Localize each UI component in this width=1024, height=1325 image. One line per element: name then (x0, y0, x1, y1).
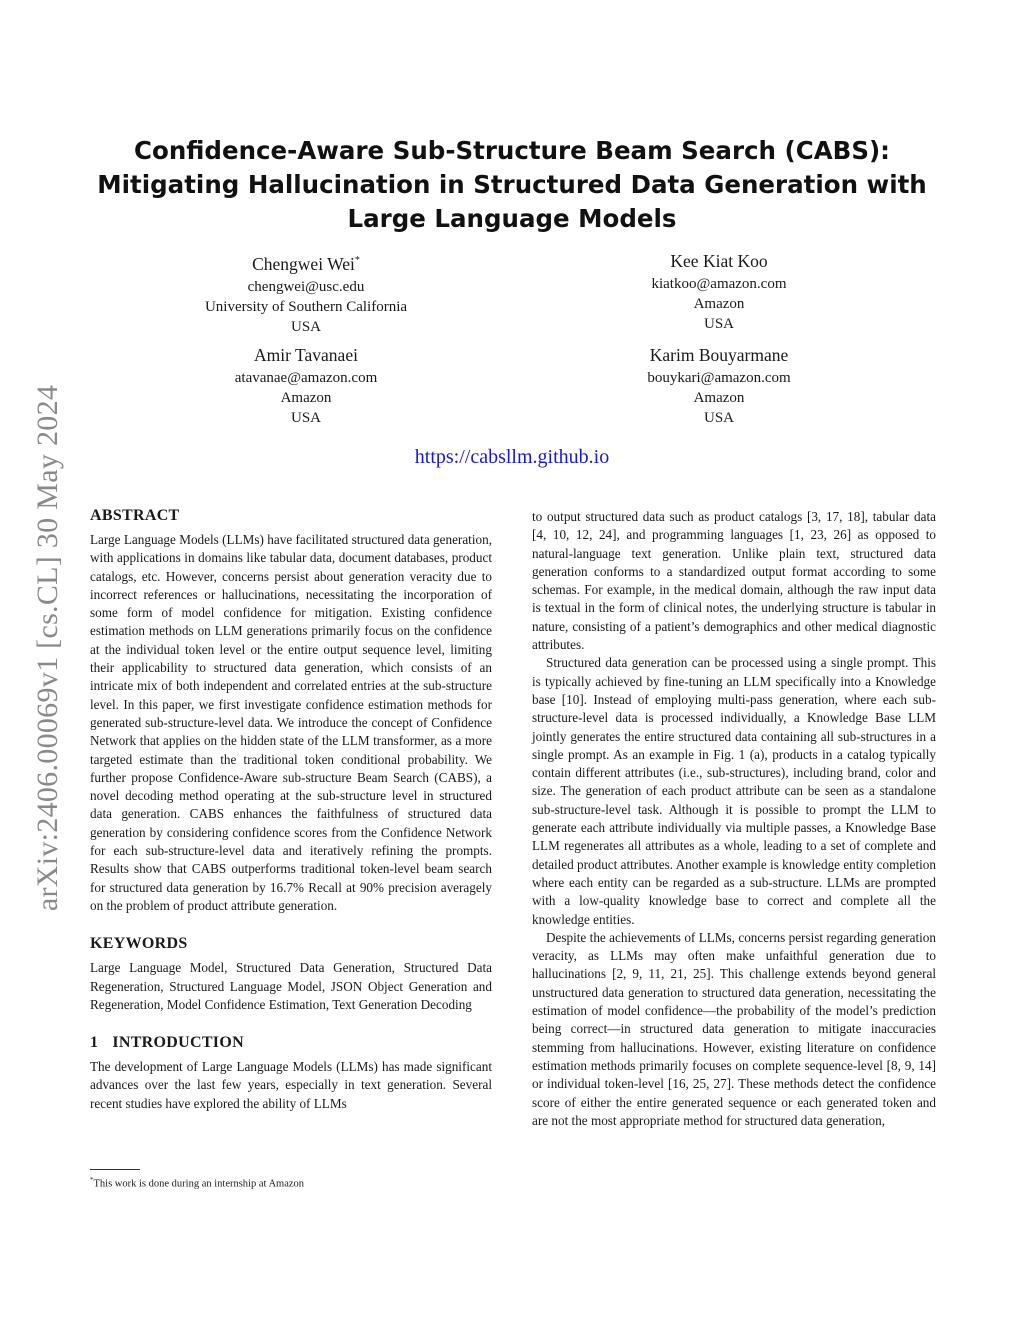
author-name: Karim Bouyarmane (649, 345, 789, 365)
author-email[interactable]: chengwei@usc.edu (247, 278, 365, 295)
title-line-3: Large Language Models (347, 204, 677, 233)
introduction-heading (90, 1032, 492, 1054)
author-affiliation: University of Southern California (204, 298, 408, 315)
author-country: USA (703, 410, 734, 426)
author-block-karim-bouyarmane (559, 343, 879, 428)
title-line-1: Confidence-Aware Sub-Structure Beam Search (CABS): (134, 136, 890, 165)
author-block-kee-kiat-koo (559, 249, 879, 334)
introduction-paragraph-1-start: The development of Large Language Models (LLMs) has made significant advances over the last few years, especially in text generation. Several recent studies have explored the ability of LLMs (90, 1059, 492, 1111)
introduction-paragraph-1-continued: to output structured data such as product catalogs [3, 17, 18], tabular data [4, 10, 12, 24], and programming languages [1, 23, 26] as opposed to natural-language text generation. Unlike plain text, structured data generation conforms to a standardized output format according to some schemas. For example, in the medical domain, although the raw input data is textual in the form of clinical notes, the underlying structure is tabular in nature, consisting of a patient’s demographics and other medical diagnostic attributes. (532, 509, 936, 653)
keywords-heading: KEYWORDS (90, 935, 188, 953)
author-affiliation: Amazon (693, 390, 745, 406)
author-name: Amir Tavanaei (254, 345, 358, 365)
arxiv-identifier: arXiv:2406.00069v1 [cs.CL] 30 May 2024 (31, 384, 64, 912)
author-email[interactable]: bouykari@amazon.com (647, 370, 791, 386)
introduction-paragraph-2: Structured data generation can be processed using a single prompt. This is typically achieved by fine-tuning an LLM specifically into a Knowledge base [10]. Instead of employing multi-pass generation, where each sub-structure-level data is processed individually, a Knowledge Base LLM jointly generates the entire structured data containing all sub-structures in a single prompt. As an example in Fig. 1 (a), products in a catalog typically contain different attributes (i.e., sub-structures), including brand, color and size. The generation of each product attribute can be seen as a standalone sub-structure-level task. Although it is possible to prompt the LLM to generate each attribute individually via multiple passes, a Knowledge Base LLM regenerates all attributes as a whole, leading to a set of complete and detailed product attributes. Another example is knowledge entity completion where each entity can be regarded as a sub-structure. LLMs are prompted with a low-quality knowledge base to correct and complete all the knowledge entities. (532, 655, 936, 927)
author-country: USA (290, 318, 321, 335)
author-block-chengwei-wei (146, 249, 466, 337)
footnote-marker: * (354, 255, 360, 266)
right-column (532, 508, 936, 1130)
abstract-heading: ABSTRACT (90, 507, 180, 524)
introduction-paragraph-3: Despite the achievements of LLMs, concerns persist regarding generation veracity, as LLMs may often make unfaithful generation due to hallucinations [2, 9, 11, 21, 25]. This challenge extends beyond general unstructured data generation to structured data generation, necessitating the estimation of model confidence—the probability of the model’s prediction being correct—in structured data generation to mitigate inaccuracies stemming from hallucinations. However, existing literature on confidence estimation methods primarily focuses on complete sequence-level [8, 9, 14] or individual token-level [16, 25, 27]. These methods detect the confidence score of either the entire generated sequence or each generated token and are not the most appropriate method for structured data generation, (532, 929, 936, 1128)
project-url-link[interactable]: https://cabsllm.github.io (414, 446, 610, 468)
author-country: USA (703, 316, 734, 332)
title-line-2: Mitigating Hallucination in Structured Data Generation with (97, 170, 927, 199)
author-name: Kee Kiat Koo (670, 251, 768, 271)
author-affiliation: Amazon (693, 296, 745, 312)
footnote-marker: * (90, 1176, 94, 1184)
author-email[interactable]: kiatkoo@amazon.com (651, 276, 787, 292)
author-country: USA (290, 410, 321, 426)
author-name: Chengwei Wei* (252, 253, 360, 274)
section-title: INTRODUCTION (112, 1034, 244, 1052)
paper-title (90, 134, 934, 236)
abstract-text: Large Language Models (LLMs) have facilitated structured data generation, with applications in domains like tabular data, document databases, product catalogs, etc. However, concerns persist about generation veracity due to incorrect references or hallucinations, necessitating the incorporation of some form of model confidence for mitigation. Existing confidence estimation methods on LLM generations primarily focus on the confidence at the individual token level or the entire output sequence level, limiting their applicability to structured data generation, which consists of an intricate mix of both independent and correlated entries at the sub-structure level. In this paper, we first investigate confidence estimation methods for generated sub-structure-level data. We introduce the concept of Confidence Network that applies on the hidden state of the LLM transformer, as a more targeted estimate than the traditional token conditional probability. We further propose Confidence-Aware sub-structure Beam Search (CABS), a novel decoding method operating at the sub-structure level in structured data generation. CABS enhances the faithfulness of structured data generation by considering confidence scores from the Confidence Network for each sub-structure-level data and iteratively refining the prompts. Results show that CABS outperforms traditional token-level beam search for structured data generation by 16.7% Recall at 90% precision averagely on the problem of product attribute generation. (90, 532, 492, 913)
author-block-amir-tavanaei (146, 343, 466, 428)
footnote (90, 1173, 304, 1192)
section-number: 1 (90, 1034, 99, 1052)
author-email[interactable]: atavanae@amazon.com (234, 370, 378, 386)
keywords-text: Large Language Model, Structured Data Generation, Structured Data Regeneration, Structured Language Model, JSON Object Generation and Regeneration, Model Confidence Estimation, Text Generation Decoding (90, 960, 492, 1012)
left-column (90, 505, 492, 1113)
footnote-text: This work is done during an internship at Amazon (93, 1178, 305, 1190)
author-affiliation: Amazon (280, 390, 332, 406)
footnote-divider (90, 1169, 140, 1170)
